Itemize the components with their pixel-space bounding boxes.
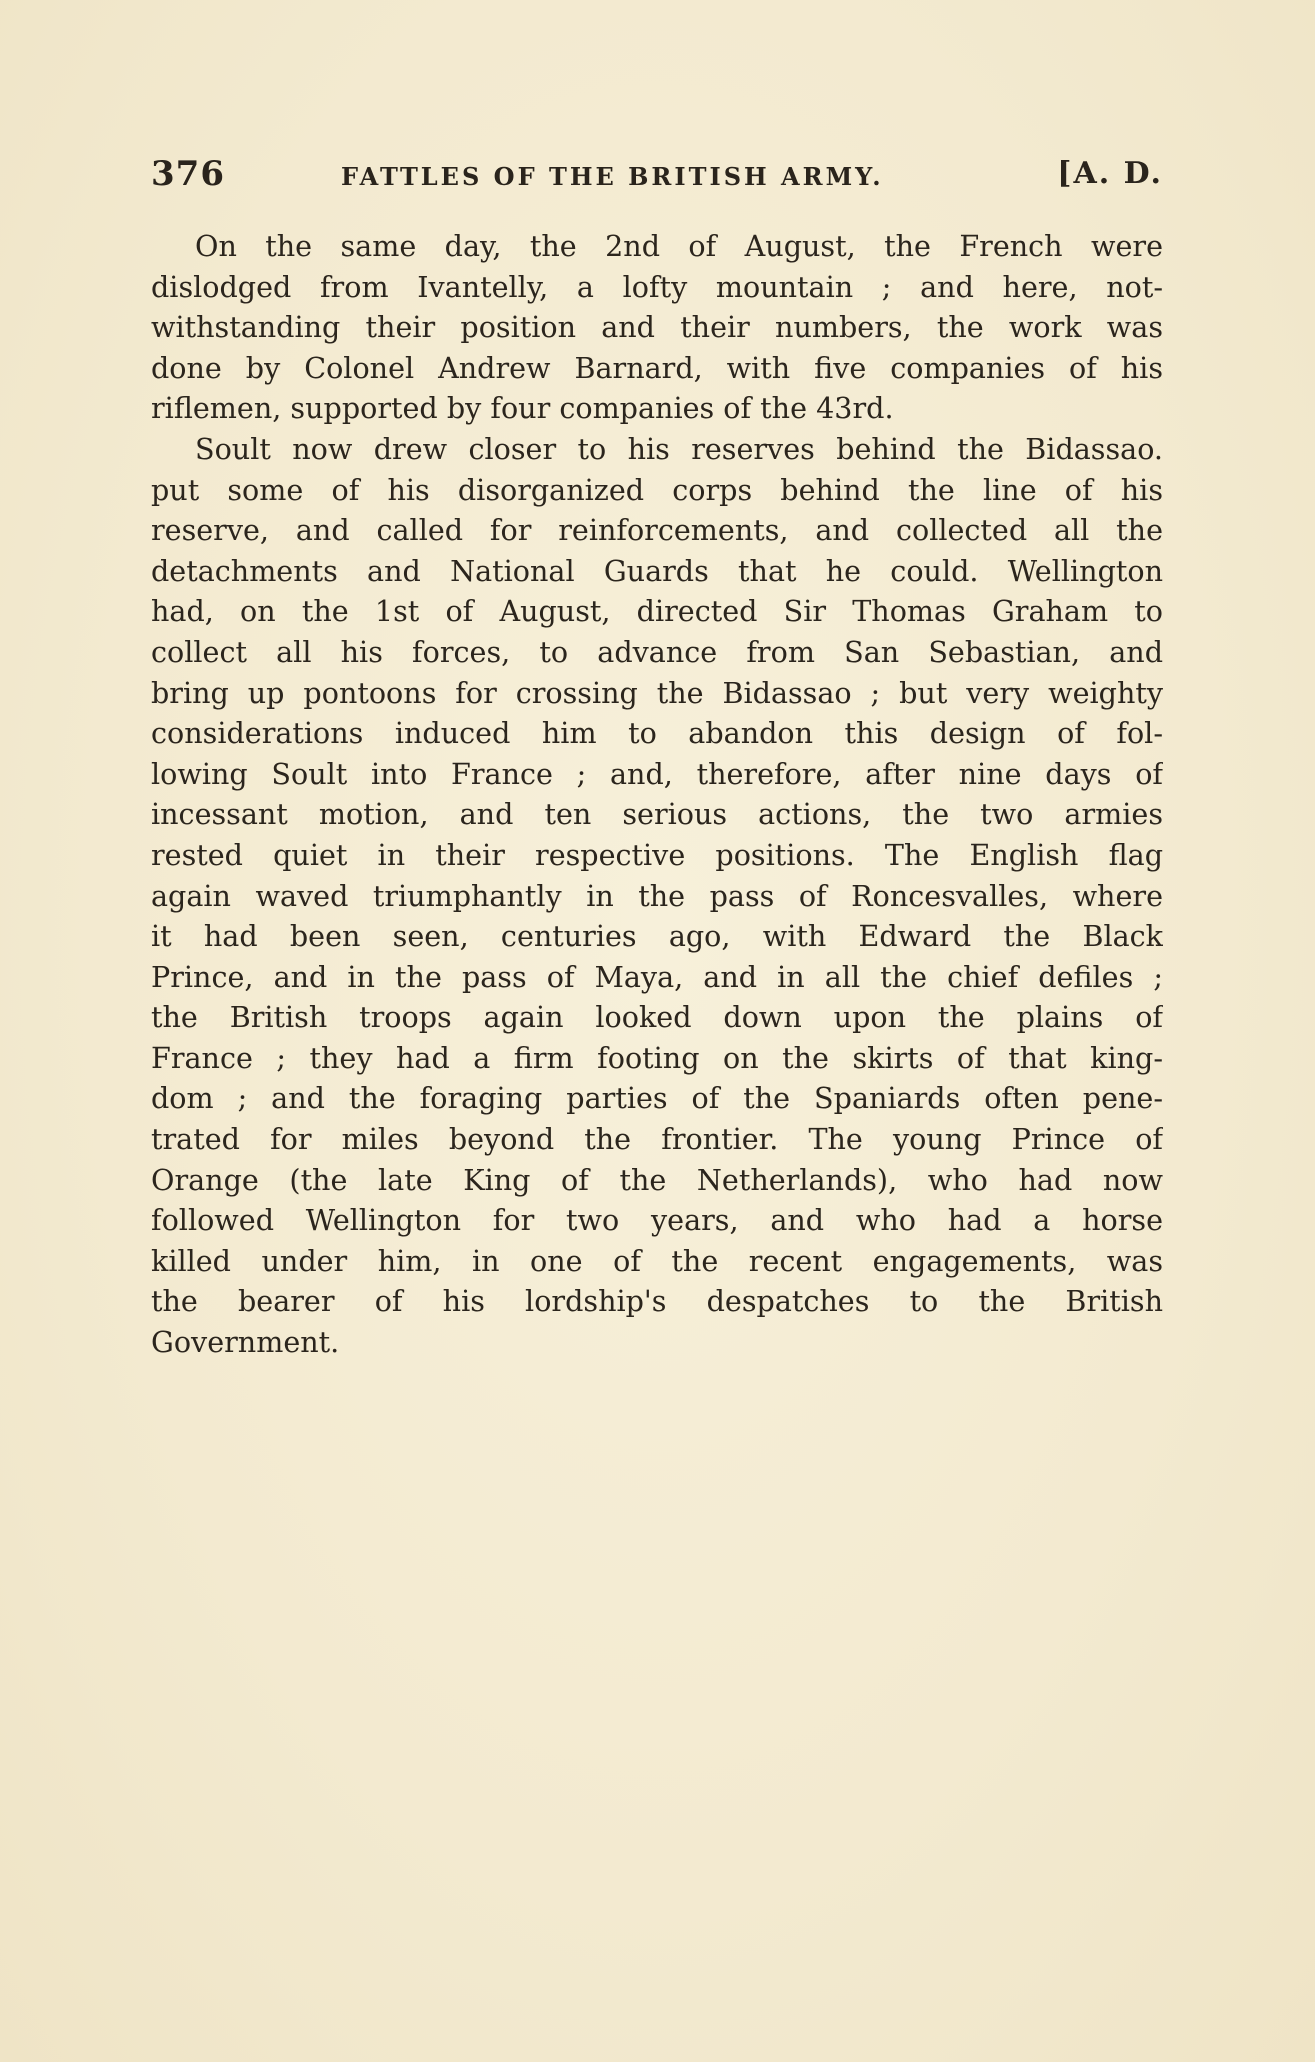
text-line: killed under him, in one of the recent engagements, was — [151, 1243, 1163, 1278]
text-line: followed Wellington for two years, and who had a horse — [151, 1203, 1163, 1238]
text-line: incessant motion, and ten serious actions, the two armies — [151, 797, 1163, 832]
text-line: dislodged from Ivantelly, a lofty mountain ; and here, not- — [151, 269, 1163, 304]
text-line: considerations induced him to abandon this design of fol- — [151, 716, 1163, 751]
text-line: Soult now drew closer to his reserves behind the Bidassao. — [195, 431, 1163, 466]
body-text — [151, 226, 1163, 1363]
year-mark: [A. D. — [1057, 156, 1163, 191]
text-line: the bearer of his lordship's despatches to the British — [151, 1284, 1163, 1319]
text-line: Orange (the late King of the Netherlands), who had now — [151, 1162, 1163, 1197]
page-number: 376 — [151, 154, 225, 194]
text-line: France ; they had a firm footing on the skirts of that king- — [151, 1040, 1163, 1075]
text-line: had, on the 1st of August, directed Sir Thomas Graham to — [151, 594, 1163, 629]
text-line: done by Colonel Andrew Barnard, with five companies of his — [151, 350, 1163, 385]
text-line: withstanding their position and their numbers, the work was — [151, 310, 1163, 345]
text-line: bring up pontoons for crossing the Bidassao ; but very weighty — [151, 675, 1163, 710]
text-line: Government. — [151, 1325, 340, 1360]
text-line: the British troops again looked down upon the plains of — [151, 1000, 1163, 1035]
text-line: detachments and National Guards that he could. Wellington — [151, 553, 1163, 588]
text-line: rested quiet in their respective positions. The English flag — [151, 837, 1163, 872]
page-header — [151, 154, 1163, 200]
running-title: FATTLES OF THE BRITISH ARMY. — [341, 162, 884, 191]
text-line: On the same day, the 2nd of August, the French were — [195, 229, 1163, 263]
text-line: lowing Soult into France ; and, therefore, after nine days of — [151, 756, 1163, 791]
text-line: put some of his disorganized corps behind the line of his — [151, 472, 1163, 507]
text-line: collect all his forces, to advance from San Sebastian, and — [151, 634, 1163, 669]
text-line: Prince, and in the pass of Maya, and in all the chief defiles ; — [151, 959, 1163, 994]
text-line: riflemen, supported by four companies of the 43rd. — [151, 391, 894, 426]
text-line: it had been seen, centuries ago, with Edward the Black — [151, 919, 1163, 954]
text-line: reserve, and called for reinforcements, and collected all the — [151, 513, 1163, 548]
text-line: again waved triumphantly in the pass of Roncesvalles, where — [151, 878, 1163, 913]
text-line: dom ; and the foraging parties of the Spaniards often pene- — [151, 1081, 1163, 1116]
text-line: trated for miles beyond the frontier. The young Prince of — [151, 1122, 1163, 1157]
